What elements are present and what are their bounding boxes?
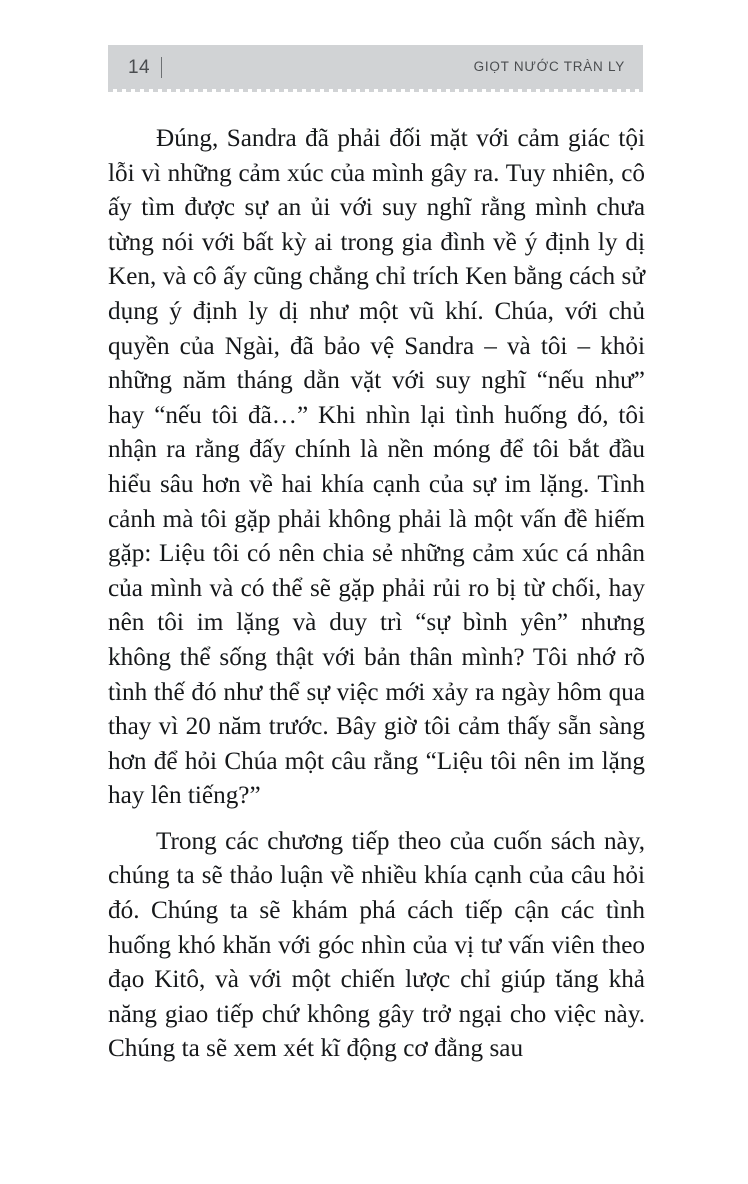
running-header [108,45,643,89]
book-title: GIỌT NƯỚC TRÀN LY [473,59,625,75]
body-text [108,122,645,1067]
paragraph: Đúng, Sandra đã phải đối mặt với cảm giác tội lỗi vì những cảm xúc của mình gây ra. Tuy nhiên, cô ấy tìm được sự an ủi với suy nghĩ rằng mình chưa từng nói với bất kỳ ai trong gia đình về ý định ly dị Ken, và cô ấy cũng chẳng chỉ trích Ken bằng cách sử dụng ý định ly dị như một vũ khí. Chúa, với chủ quyền của Ngài, đã bảo vệ Sandra – và tôi – khỏi những năm tháng dằn vặt với suy nghĩ “nếu như” hay “nếu tôi đã…” Khi nhìn lại tình huống đó, tôi nhận ra rằng đấy chính là nền móng để tôi bắt đầu hiểu sâu hơn về hai khía cạnh của sự im lặng. Tình cảnh mà tôi gặp phải không phải là một vấn đề hiếm gặp: Liệu tôi có nên chia sẻ những cảm xúc cá nhân của mình và có thể sẽ gặp phải rủi ro bị từ chối, hay nên tôi im lặng và duy trì “sự bình yên” nhưng không thể sống thật với bản thân mình? Tôi nhớ rõ tình thế đó như thể sự việc mới xảy ra ngày hôm qua thay vì 20 năm trước. Bây giờ tôi cảm thấy sẵn sàng hơn để hỏi Chúa một câu rằng “Liệu tôi nên im lặng hay lên tiếng?” [108,125,645,810]
running-header-left [128,57,162,78]
page-number: 14 [128,56,150,78]
paragraph: Trong các chương tiếp theo của cuốn sách này, chúng ta sẽ thảo luận về nhiều khía cạnh của câu hỏi đó. Chúng ta sẽ khám phá cách tiếp cận các tình huống khó khăn với góc nhìn của vị tư vấn viên theo đạo Kitô, và với một chiến lược chỉ giúp tăng khả năng giao tiếp chứ không gây trở ngại cho việc này. Chúng ta sẽ xem xét kĩ động cơ đằng sau [108,827,645,1063]
folio-separator-rule [161,57,162,78]
